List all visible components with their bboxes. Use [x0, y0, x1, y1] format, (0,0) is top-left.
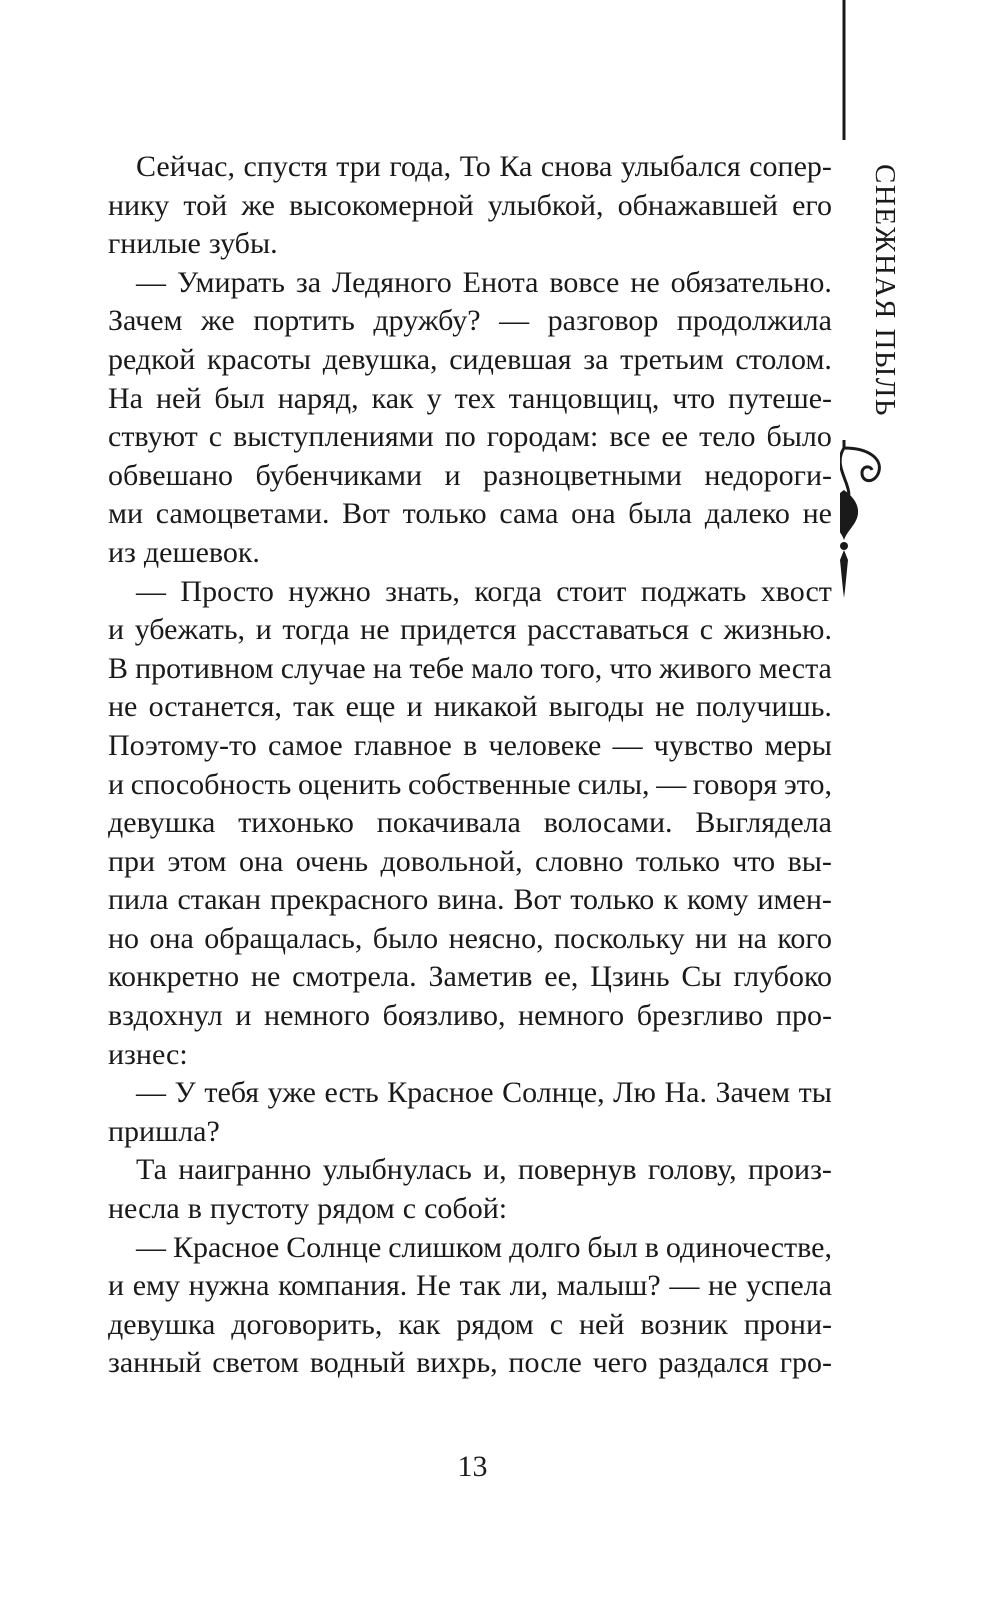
text-line: Зачем же портить дружбу? — разговор продолжила	[108, 304, 832, 338]
text-line: но она обращалась, было неясно, поскольку ни на кого	[108, 921, 832, 955]
text-line: обвешано бубенчиками и разноцветными недороги-	[108, 458, 832, 492]
text-line: Та наигранно улыбнулась и, повернув голову, произ-	[136, 1153, 832, 1187]
text-line: На ней был наряд, как у тех танцовщиц, что путеше-	[108, 381, 832, 415]
text-line: девушка договорить, как рядом с ней возник прони-	[108, 1307, 832, 1341]
text-line: пила стакан прекрасного вина. Вот только к кому имен-	[108, 883, 832, 917]
text-line: В противном случае на тебе мало того, что живого места	[108, 651, 832, 685]
page-number: 13	[457, 1450, 488, 1483]
text-line: — Умирать за Ледяного Енота вовсе не обязательно.	[136, 265, 832, 299]
text-line: вздохнул и немного боязливо, немного брезгливо про-	[108, 999, 832, 1033]
text-line: и ему нужна компания. Не так ли, малыш? — не успела	[108, 1269, 832, 1303]
text-line: — У тебя уже есть Красное Солнце, Лю На. Зачем ты	[136, 1076, 832, 1110]
text-line: изнес:	[108, 1037, 188, 1071]
text-line: девушка тихонько покачивала волосами. Выглядела	[108, 806, 832, 840]
body-text	[108, 148, 832, 1383]
ornament-leaf	[840, 490, 858, 540]
text-line: редкой красоты девушка, сидевшая за третьим столом.	[108, 342, 832, 376]
ornament-dot	[840, 542, 848, 550]
ornament-spike	[840, 550, 848, 598]
text-line: при этом она очень довольной, словно только что вы-	[108, 844, 832, 878]
text-line: и убежать, и тогда не придется расставаться с жизнью.	[108, 613, 832, 647]
text-line: ствуют с выступлениями по городам: все ее тело было	[108, 420, 832, 454]
text-line: Сейчас, спустя три года, То Ка снова улыбался сопер-	[136, 150, 832, 183]
text-line: Поэтому-то самое главное в человеке — чувство меры	[108, 728, 832, 762]
text-line: и способность оценить собственные силы, — говоря это,	[108, 767, 832, 801]
text-line: не останется, так еще и никакой выгоды не получишь.	[108, 690, 832, 724]
text-line: нику той же высокомерной улыбкой, обнажавшей его	[108, 188, 832, 222]
text-line: ми самоцветами. Вот только сама она была далеко не	[108, 497, 832, 531]
text-line: — Красное Солнце слишком долго был в одиночестве,	[136, 1230, 832, 1264]
text-line: гнилые зубы.	[108, 227, 278, 261]
running-head	[863, 164, 907, 436]
text-line: пришла?	[108, 1114, 220, 1148]
text-line: конкретно не смотрела. Заметив ее, Цзинь Сы глубоко	[108, 960, 832, 994]
text-line: из дешевок.	[108, 535, 260, 569]
running-head-title: СНЕЖНАЯ ПЫЛЬ	[869, 164, 901, 418]
text-line: несла в пустоту рядом с собой:	[108, 1192, 508, 1226]
text-line: — Просто нужно знать, когда стоит поджать хвост	[136, 574, 832, 608]
text-line: занный светом водный вихрь, после чего раздался гро-	[108, 1346, 832, 1380]
